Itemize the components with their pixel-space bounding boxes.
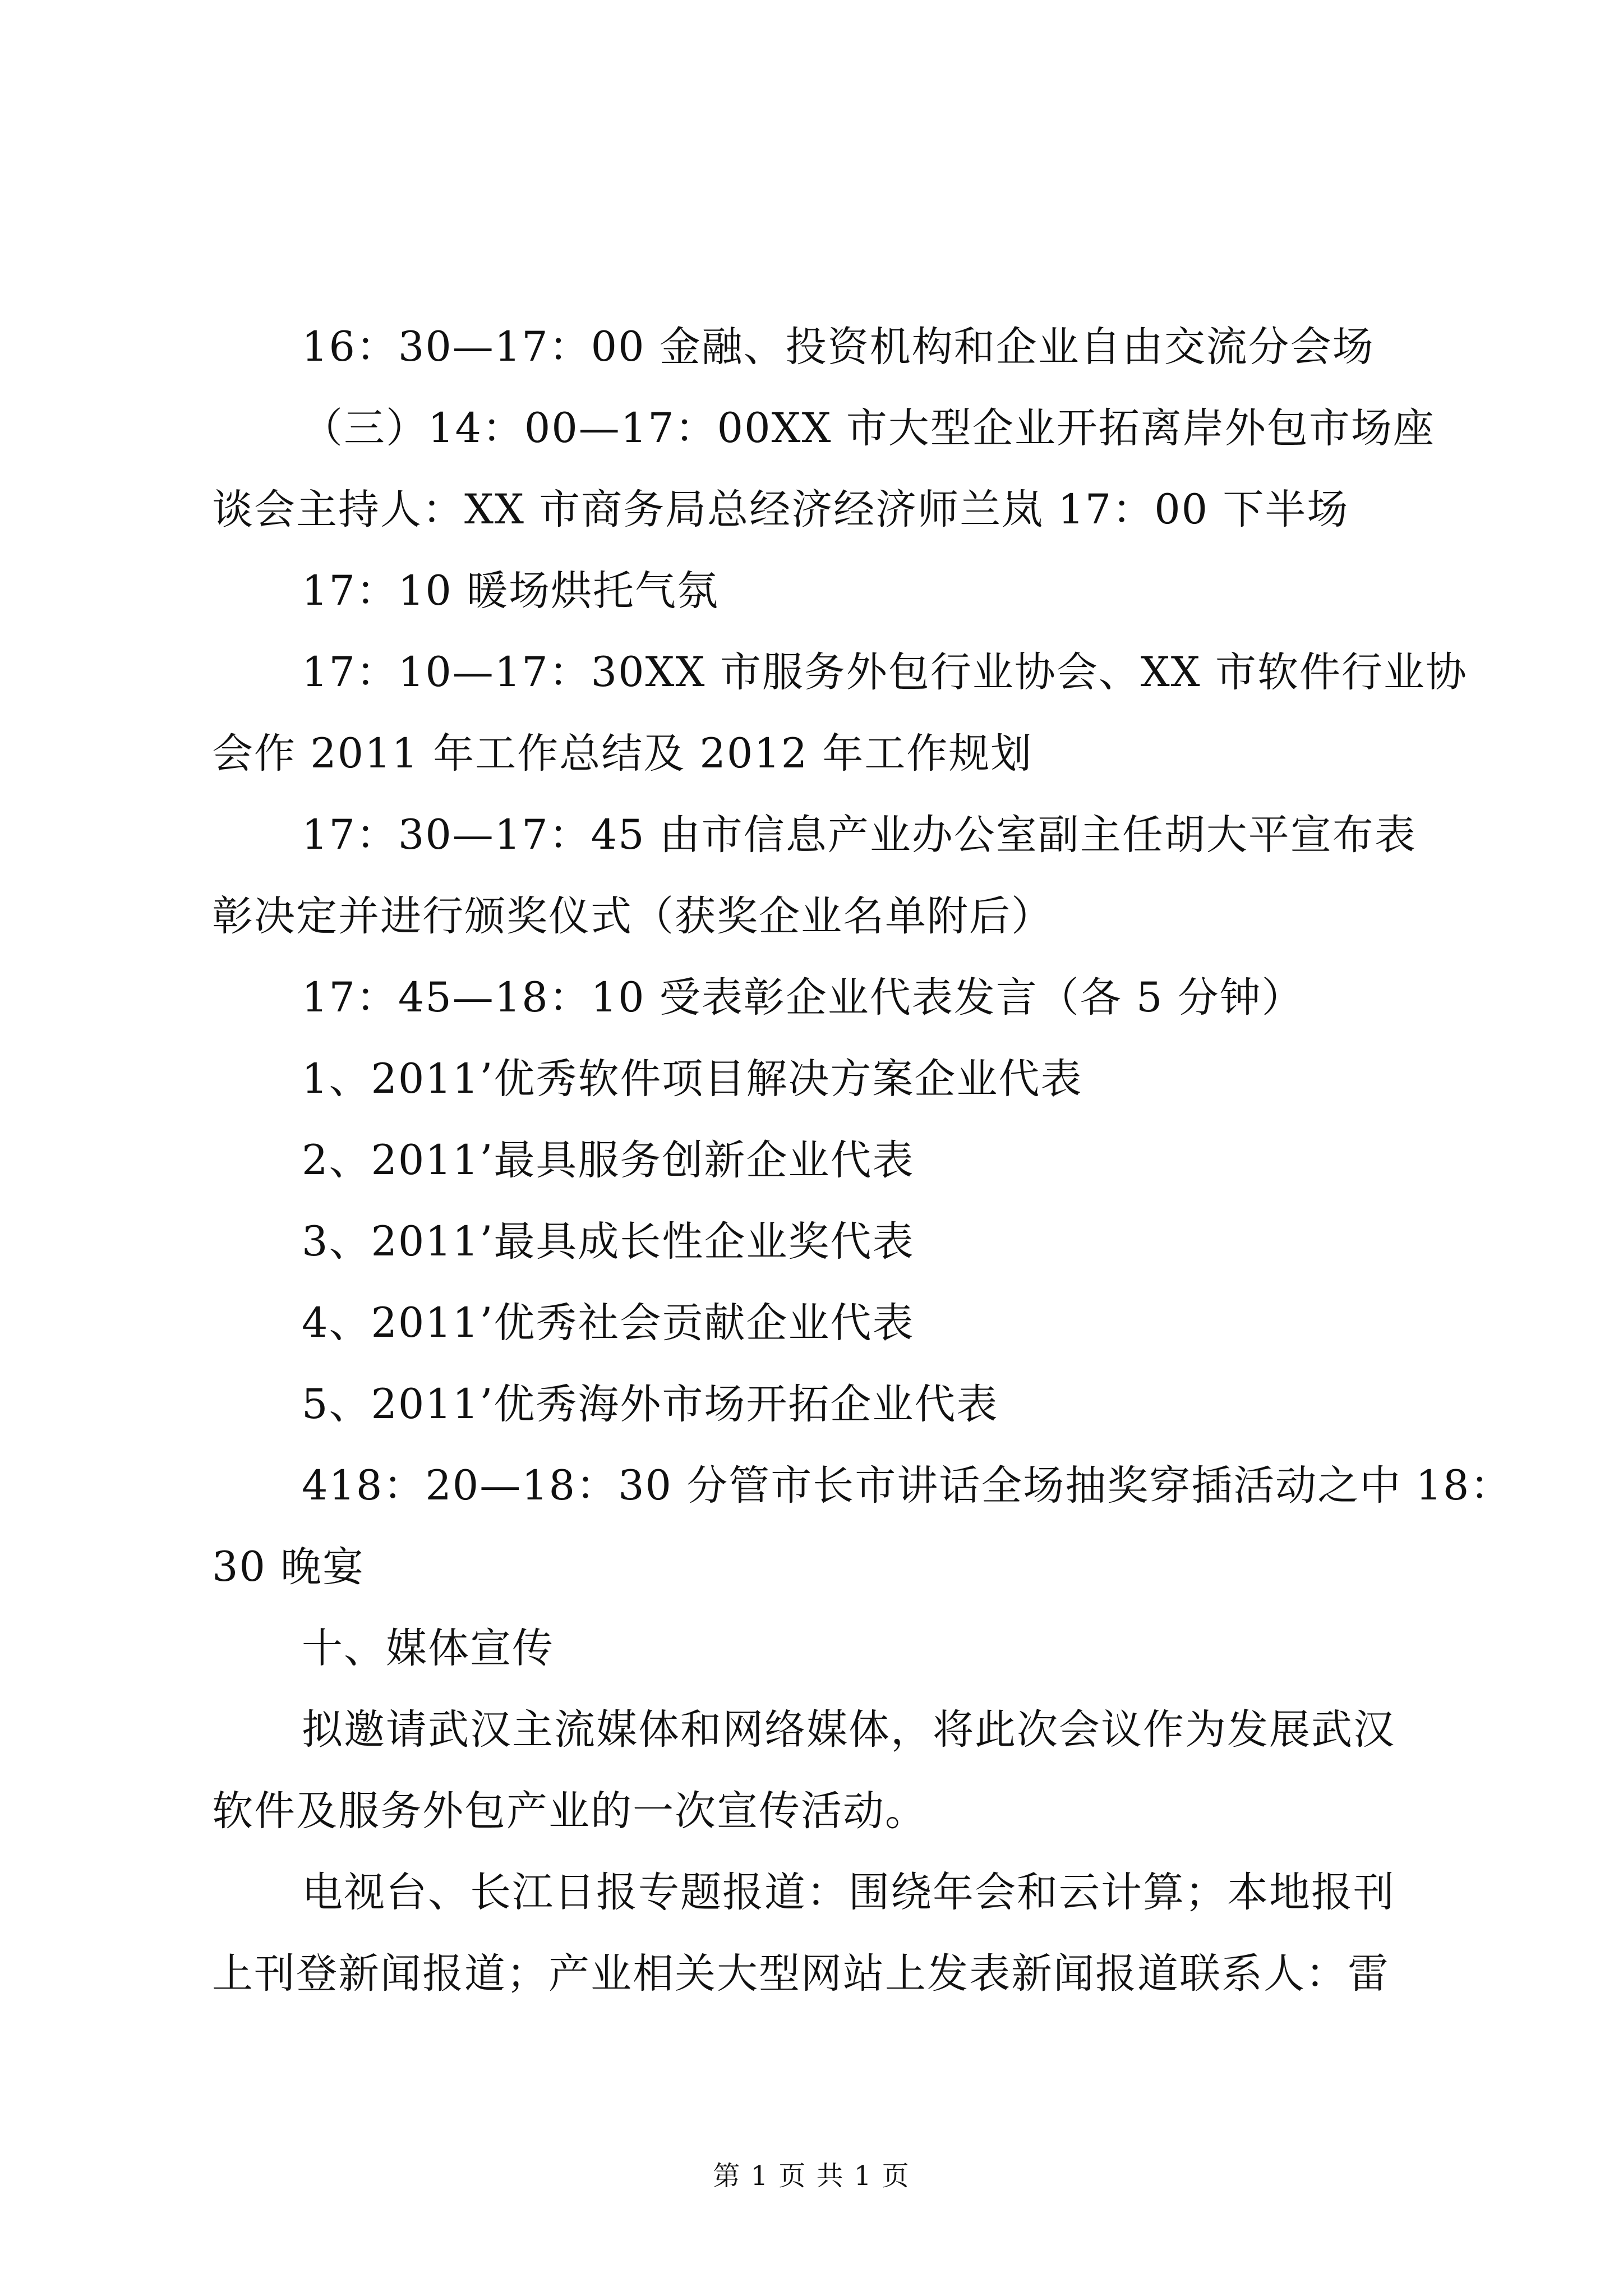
text-line: 16：30—17：00 金融、投资机构和企业自由交流分会场 [302,323,1375,371]
text-line: 17：10 暖场烘托气氛 [302,567,719,615]
text-line: 谈会主持人：XX 市商务局总经济经济师兰岚 17：00 下半场 [212,486,1349,533]
text-line: （三）14：00—17：00XX 市大型企业开拓离岸外包市场座 [302,404,1435,452]
list-item: 2、2011’最具服务创新企业代表 [302,1137,915,1184]
text-line: 17：10—17：30XX 市服务外包行业协会、XX 市软件行业协 [302,648,1468,696]
text-line: 30 晚宴 [212,1543,365,1591]
page-number-footer: 第 1 页 共 1 页 [713,2160,910,2192]
list-item: 4、2011’优秀社会贡献企业代表 [302,1299,915,1347]
text-line: 彰决定并进行颁奖仪式（获奖企业名单附后） [212,892,1053,940]
text-line: 17：45—18：10 受表彰企业代表发言（各 5 分钟） [302,974,1304,1022]
text-line: 电视台、长江日报专题报道：围绕年会和云计算；本地报刊 [302,1869,1395,1916]
text-line: 418：20—18：30 分管市长市讲话全场抽奖穿插活动之中 18： [302,1462,1513,1510]
document-body [212,306,1513,2014]
list-item: 1、2011’优秀软件项目解决方案企业代表 [302,1055,1083,1103]
text-line: 17：30—17：45 由市信息产业办公室副主任胡大平宣布表 [302,811,1417,859]
list-item: 5、2011’优秀海外市场开拓企业代表 [302,1381,999,1428]
list-item: 3、2011’最具成长性企业奖代表 [302,1218,915,1266]
text-line: 上刊登新闻报道；产业相关大型网站上发表新闻报道联系人：雷 [212,1950,1390,1998]
section-heading: 十、媒体宣传 [302,1625,554,1672]
text-line: 软件及服务外包产业的一次宣传活动。 [212,1787,927,1835]
text-line: 会作 2011 年工作总结及 2012 年工作规划 [212,730,1033,777]
text-line: 拟邀请武汉主流媒体和网络媒体，将此次会议作为发展武汉 [302,1706,1395,1754]
